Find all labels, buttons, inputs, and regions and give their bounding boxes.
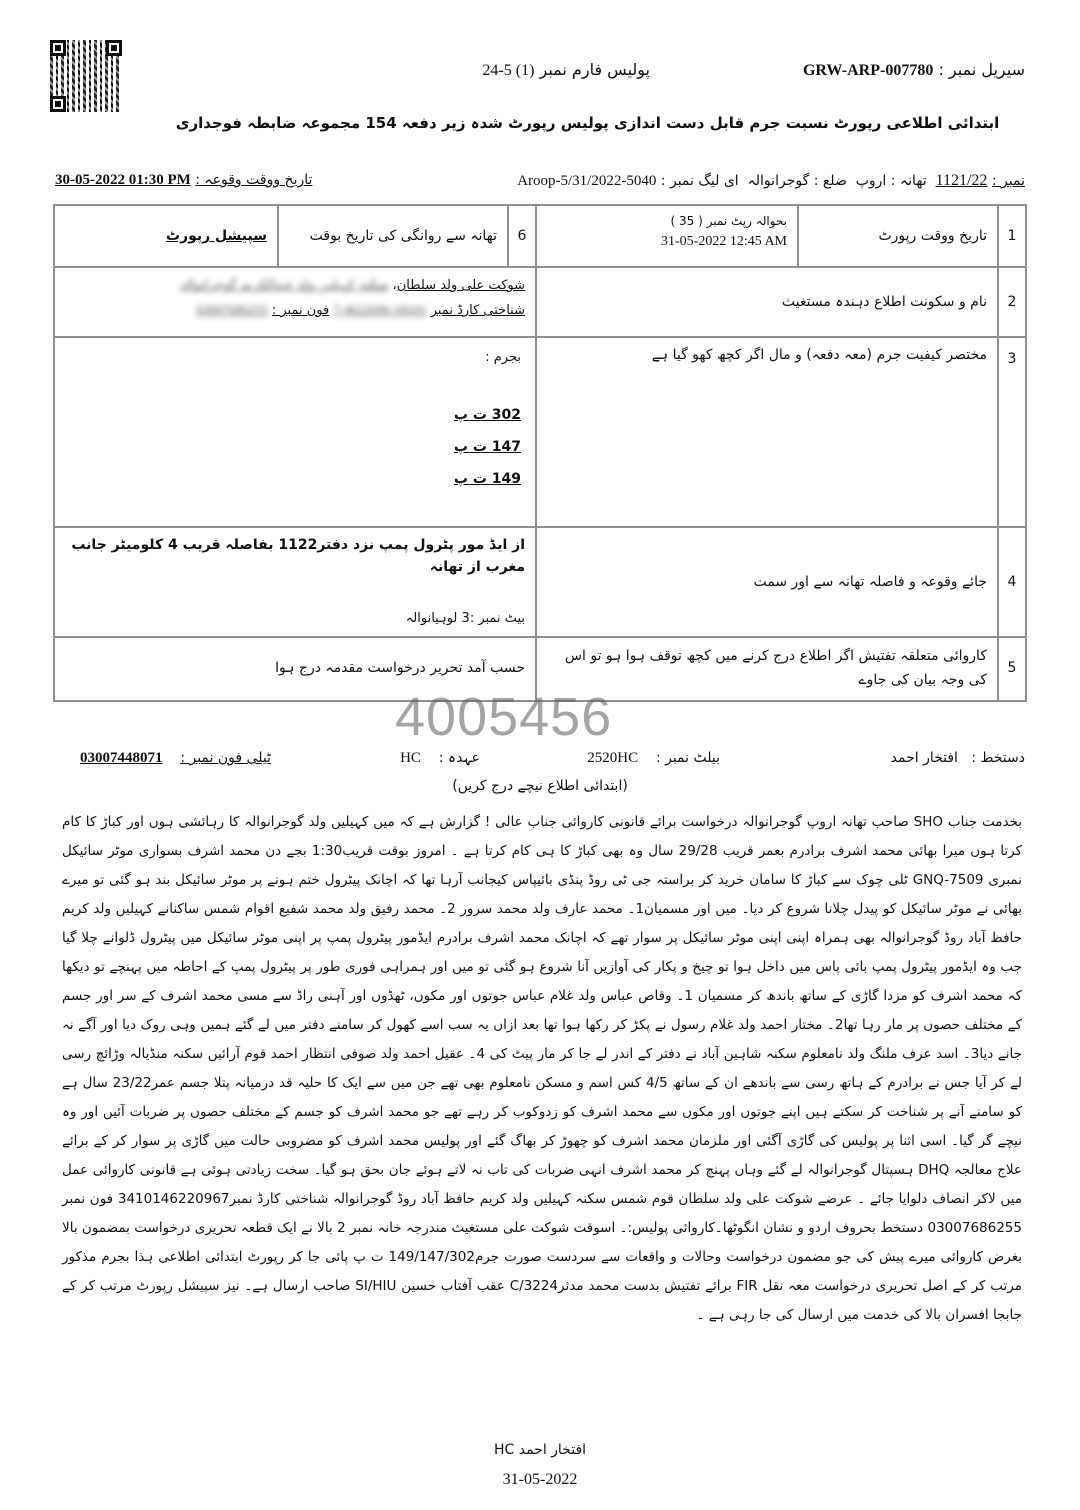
row-number: 2 <box>998 267 1026 337</box>
cnic-value: 34101-4622696-7 <box>333 302 427 317</box>
row-number: 5 <box>998 637 1026 701</box>
row-number: 3 <box>998 337 1026 527</box>
report-datetime-cell <box>536 205 798 267</box>
crime-section: 147 ت پ <box>453 438 521 455</box>
telephone-value: 03007448071 <box>80 750 163 766</box>
rank-value: HC <box>400 750 421 766</box>
row-label: جائے وقوعہ و فاصلہ تھانہ سے اور سمت <box>536 527 998 637</box>
crime-cell <box>54 337 536 527</box>
occurrence-value: 30-05-2022 01:30 PM <box>55 172 191 188</box>
serial-number <box>803 60 1025 80</box>
footer-date: 31-05-2022 <box>502 1471 578 1488</box>
table-row <box>54 267 1026 337</box>
table-row <box>54 527 1026 637</box>
row-label: مختصر کیفیت جرم (معہ دفعہ) و مال اگر کچھ کھو گیا ہے <box>536 337 998 527</box>
phone-value: 03007686255 <box>196 302 268 317</box>
telephone <box>80 748 271 768</box>
place-cell <box>54 527 536 637</box>
complainant-address: سکنہ کہیلیں ولد عبدالکریم گوجرانوالہ <box>179 278 389 293</box>
footer-officer: افتخار احمد HC <box>493 1442 587 1458</box>
qr-finder <box>50 96 66 112</box>
row-label: تاریخ ووقت رپورٹ <box>798 205 998 267</box>
belt-label: بیلٹ نمبر : <box>655 750 720 766</box>
crime-section: 302 ت پ <box>453 406 521 423</box>
narrative-text: بخدمت جناب SHO صاحب تھانہ اروپ گوجرانوالہ درخواست برائے قانونی کاروائی جناب عالی ! گزارش ہے کہ میں کہیلیں ولد گوجرانوالہ کا رہائشی ہوں اور کباڑ کا کام کرتا ہوں میرا بھائی محمد اشرف برادرم بعمر قریب 29/28 سال وہ بھی کباڑ کا ہی کام کرتا ہے ۔ امروز بوقت قریب1:30 بجے دن محمد اشرف بسواری موٹر سائیکل نمبری GNQ-7509 ٹلی چوک سے کباڑ کا سامان خرید کر براستہ جی ٹی روڈ پنڈی بائیپاس کیجانب آرہا تھا کہ اچانک پیٹرول ختم ہونے پر موٹر سائیکل بند ہو گئی تو میرے بھائی نے موٹر سائیکل کو پیدل چلانا شروع کر دیا۔ میں اور مسمیان1۔ محمد عارف ولد محمد سرور 2۔ محمد رفیق ولد محمد شفیع اقوام شمس ساکنانے کہیلیں ولد کریم حافظ آباد روڈ گوجرانوالہ بھی ہمراہ اپنی اپنی موٹر سائیکل پر سوار تھے کہ اچانک محمد اشرف برادرم ایڈمور پیٹرول پمپ پر اپنی موٹر سائیکل میں پیٹرول ڈلوانے چلا گیا جب وہ ایڈمور پیٹرول پمپ بائی پاس میں داخل ہوا تو چیخ و پکار کی آوازیں آنا شروع ہو گئی تو میں اور ہمراہی فوری طور پر پیٹرول پمپ کے احاطہ میں پہنچے تو دیکھا کہ محمد اشرف کو مزدا گاڑی کے ساتھ باندھ کر مسمیان 1۔ وقاص عباس ولد غلام عباس جوتوں اور مکوں، ٹھڈوں اور آہنی راڈ سے مسی محمد اشرف کے سر اور جسم کے مختلف حصوں پر مار رہا تھا2۔ مختار احمد ولد غلام رسول نے پکڑ کر رکھا ہوا تھا بعد ازاں یہ سب اسے کھول کر سامنے دفتر میں لے گئے ہمیں وہی روک دیا اور آگے نہ جانے دیا3۔ اسد عرف ملنگ ولد نامعلوم سکنہ شاہین آباد نے دفتر کے اندر لے جا کر مار پیٹ کی 4۔ عقیل احمد ولد صوفی انتظار احمد قوم آرائیں سکنہ منڈیالہ وڑائچ رسی لے کر آیا جس نے برادرم کے ہاتھ رسی سے باندھے ان کے ساتھ 4/5 کس اسم و مسکن نامعلوم بھی تھے جن میں سے ایک کا حلیہ قد درمیانہ پتلا جسم عمر23/22 سال ہے کو سامنے آنے پر شناخت کر سکتے ہیں اپنے جوتوں اور مکوں سے محمد اشرف کو زدوکوب کر رہے تھے جو محمد اشرف کو جسم کے مختلف حصوں پر ضربات آئیں اور وہ نیچے گر گیا۔ اسی اثنا پر پولیس کی گاڑی آگئی اور ملزمان محمد اشرف کو چھوڑ کر بھاگ گئے اور پولیس محمد اشرف کو مضروبی حالت میں گاڑی پر سوار کر کے برائے علاج معالجہ DHQ ہسپتال گوجرانوالہ لے گئے وہاں پہنچ کر محمد اشرف انہی ضربات کی تاب نہ لاتے ہوئے جان بحق ہو گیا۔ سخت زیادتی ہوئی ہے قانونی کاروائی عمل میں لاکر انصاف دلوایا جائے ۔ عرضے شوکت علی ولد سلطان قوم شمس سکنہ کہیلیں ولد کریم حافظ آباد روڈ گوجرانوالہ شناختی کارڈ نمبر3410146220967 فون نمبر 03007686255 دستخط بحروف اردو و نشان انگوٹھا۔کاروائی پولیس:۔ اسوقت شوکت علی مستغیث مندرجہ خانہ نمبر 2 بالا نے ایک قطعہ تحریری درخواست بمضمون بالا بغرض کاروائی میرے پیش کی جو مضمون درخواست وحالات و واقعات سے سردست صورت جرم149/147/302 ت پ پائی جا کر رپورٹ ابتدائی اطلاعی ہذا بجرم مذکور مرتب کر کے اصل تحریری درخواست معہ نقل FIR برائے تفتیش بدست محمد مدثر3224/C عقب آفتاب حسین SI/HIU صاحب ارسال ہے۔ نیز سپیشل رپورٹ مرتب کر کے جابجا افسران بالا کی خدمت میں ارسال کی جا رہی ہے ۔ <box>62 814 1023 1323</box>
qr-finder <box>50 40 66 56</box>
rank-label: عہدہ : <box>438 750 480 766</box>
form-label: پولیس فارم نمبر <box>539 60 650 79</box>
district-value: گوجرانوالہ <box>747 173 810 189</box>
belt-number <box>587 748 720 768</box>
occurrence-datetime <box>55 172 312 189</box>
form-value: 24-5 (1) <box>482 62 535 79</box>
narrative-note: (ابتدائی اطلاع نیچے درج کریں) <box>452 778 628 794</box>
row-number: 6 <box>508 205 536 267</box>
signature <box>891 748 1025 768</box>
fir-no-label: نمبر : <box>991 173 1025 189</box>
crime-section: 149 ت پ <box>453 470 521 487</box>
district-label: ضلع : <box>813 173 847 189</box>
serial-value: GRW-ARP-007780 <box>802 62 934 79</box>
departure-value: سپیشل رپورٹ <box>165 227 267 244</box>
table-row <box>54 205 1026 267</box>
occurrence-label: تاریخ ووقت وقوعہ : <box>195 172 313 188</box>
sign-label: دستخط : <box>971 750 1025 766</box>
row-label: نام و سکونت اطلاع دہندہ مستغیث <box>536 267 998 337</box>
beat-number: بیٹ نمبر :3 لوہیانوالہ <box>405 610 525 626</box>
fir-no: 1121/22 <box>935 172 988 189</box>
phone-label: فون نمبر : <box>271 303 330 318</box>
crime-label: بجرم : <box>485 350 521 365</box>
row-label: تھانہ سے روانگی کی تاریخ بوقت <box>278 205 508 267</box>
qr-finder <box>106 40 122 56</box>
row-label: کاروائی متعلقہ تفتیش اگر اطلاع درج کرنے میں کچھ توقف ہوا ہو تو اس کی وجہ بیان کی جاوے <box>536 637 998 701</box>
thana-label: تھانہ : <box>890 173 927 189</box>
police-form-number <box>482 60 650 80</box>
qr-code <box>50 40 122 112</box>
complainant-cell: شوکت علی ولد سلطان، سکنہ کہیلیں ولد عبدالکریم گوجرانوالہ شناختی کارڈ نمبر 34101-4622696-7 فون نمبر : 03007686255 <box>54 267 536 337</box>
report-datetime: 31-05-2022 12:45 AM <box>661 234 787 250</box>
delay-reason: حسب آمد تحریر درخواست مقدمہ درج ہوا <box>54 637 536 701</box>
elog-value: Aroop-5/31/2022-5040 <box>517 173 657 189</box>
sign-name: افتخار احمد <box>890 750 958 766</box>
fir-table <box>53 204 1027 702</box>
watermark-number: 4005456 <box>395 687 613 747</box>
elog-label: ای لیگ نمبر : <box>660 173 739 189</box>
crime-sections <box>65 399 521 495</box>
fir-meta-line <box>517 172 1025 190</box>
belt-value: 2520HC <box>587 750 639 766</box>
serial-label: سیریل نمبر : <box>938 60 1025 79</box>
row-number: 1 <box>998 205 1026 267</box>
table-row <box>54 337 1026 527</box>
cnic-label: شناختی کارڈ نمبر <box>430 303 525 318</box>
place-of-occurrence: از ایڈ مور پٹرول پمپ نزد دفتر1122 بفاصلہ قریب 4 کلومیٹر جانب مغرب از تھانہ <box>71 537 525 576</box>
rank <box>400 748 480 768</box>
complainant-name: شوکت علی ولد سلطان <box>396 278 525 293</box>
document-title: ابتدائی اطلاعی رپورٹ نسبت جرم قابل دست اندازی پولیس رپورٹ شدہ زیر دفعہ 154 مجموعہ ضابطہ فوجداری <box>175 114 1000 132</box>
row-number: 4 <box>998 527 1026 637</box>
report-reference: بحوالہ رپٹ نمبر ( 35 ) <box>670 214 787 228</box>
telephone-label: ٹیلی فون نمبر : <box>180 750 271 766</box>
thana-value: اروپ <box>855 173 887 189</box>
